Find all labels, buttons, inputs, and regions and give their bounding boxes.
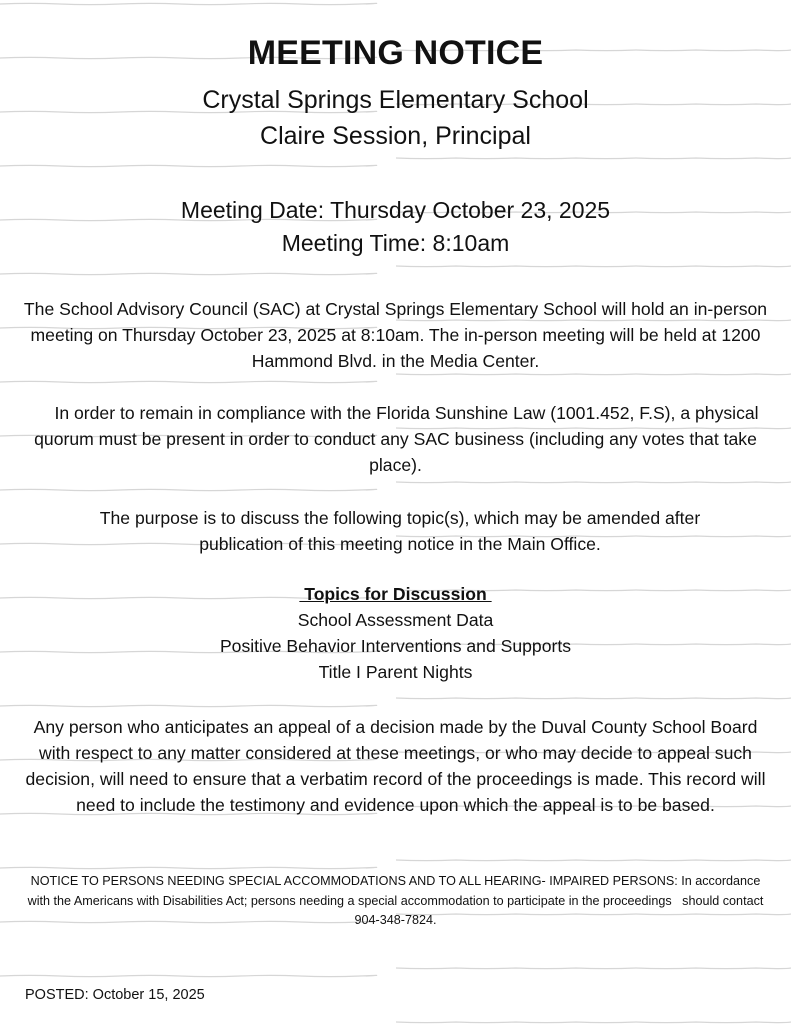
school-name: Crystal Springs Elementary School: [202, 86, 589, 114]
paragraph-sunshine-law: In order to remain in compliance with the Florida Sunshine Law (1001.452, F.S), a physical quorum must be present in order to conduct any SAC business (including any votes that take place).: [34, 403, 759, 475]
paragraph-meeting-info: The School Advisory Council (SAC) at Crystal Springs Elementary School will hold an in-person meeting on Thursday October 23, 2025 at 8:10am. The in-person meeting will be held at 1200 Hammond Blvd. in the Media Center.: [23, 299, 768, 371]
paragraph-purpose: The purpose is to discuss the following topic(s), which may be amended after publication of this meeting notice in the Main Office.: [99, 508, 701, 554]
topics-heading: Topics for Discussion: [299, 584, 492, 604]
paragraph-appeal: Any person who anticipates an appeal of a decision made by the Duval County School Board with respect to any matter considered at these meetings, or who may decide to appeal such decision, will need to ensure that a verbatim record of the proceedings is made. This record will need to include the testimony and evidence upon which the appeal is to be based.: [25, 717, 766, 815]
posted-date: POSTED: October 15, 2025: [25, 987, 205, 1003]
notice-title: MEETING NOTICE: [247, 34, 544, 72]
topic-item: Title I Parent Nights: [318, 662, 473, 682]
principal-name: Claire Session, Principal: [260, 122, 531, 150]
topic-item: Positive Behavior Interventions and Supports: [219, 636, 572, 656]
topic-item: School Assessment Data: [297, 610, 494, 630]
meeting-time: Meeting Time: 8:10am: [281, 230, 510, 256]
meeting-date: Meeting Date: Thursday October 23, 2025: [180, 197, 611, 223]
accommodations-notice: NOTICE TO PERSONS NEEDING SPECIAL ACCOMMODATIONS AND TO ALL HEARING- IMPAIRED PERSONS: In accordance with the Americans with Disabilities Act; persons needing a special accommodation to participate in the proceedings should contact 904-348-7824.: [27, 874, 767, 927]
